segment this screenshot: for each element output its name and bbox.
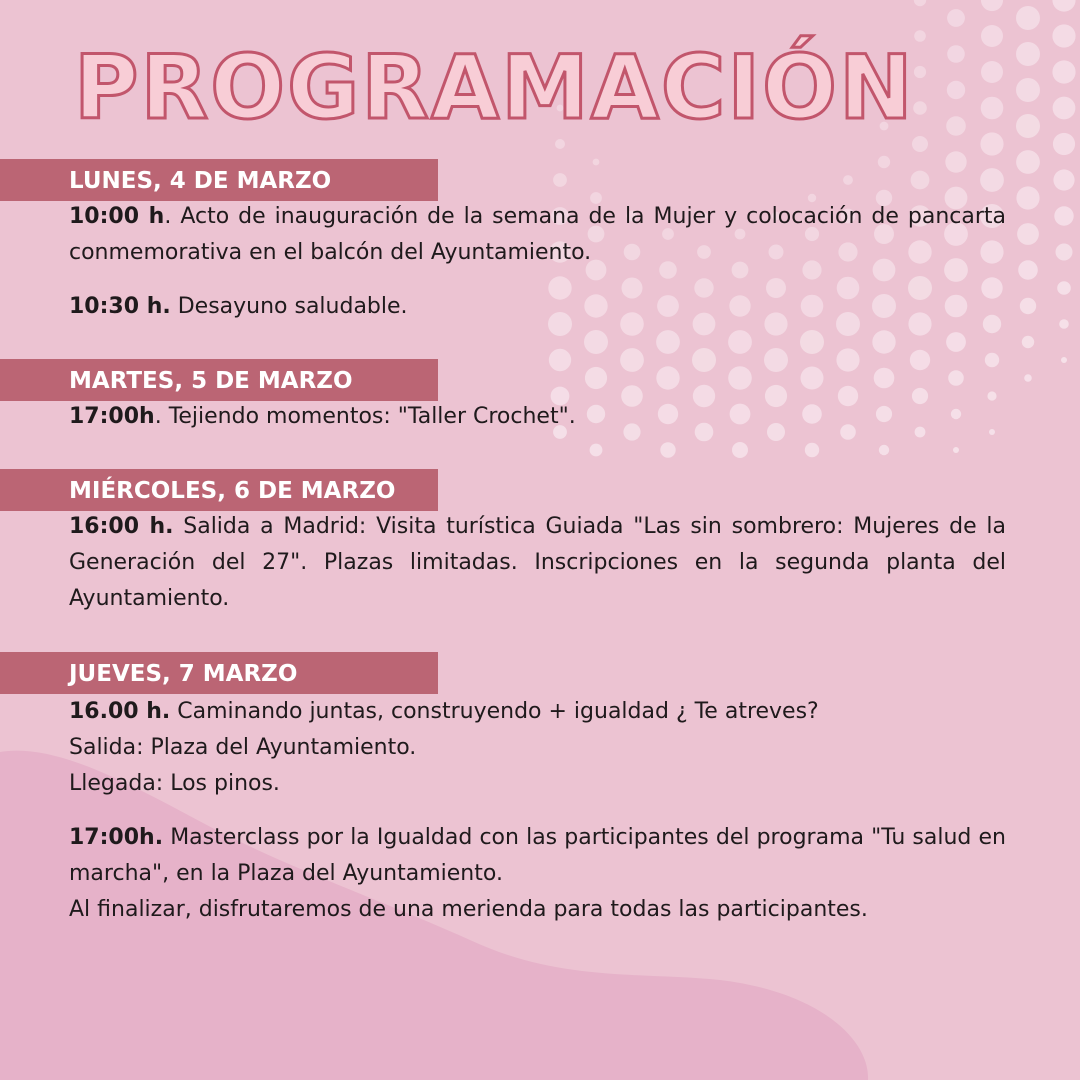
decorative-dot — [692, 348, 716, 372]
decorative-dot — [805, 443, 819, 457]
decorative-dot — [1016, 6, 1040, 30]
decorative-dot — [1016, 42, 1040, 66]
decorative-dot — [800, 330, 824, 354]
decorative-dot — [584, 330, 608, 354]
decorative-dot — [801, 367, 824, 390]
decorative-dot — [985, 353, 999, 367]
event-text: Caminando juntas, construyendo + igualdad ¿ Te atreves? — [170, 699, 819, 724]
decorative-dot — [836, 348, 859, 371]
event-time: 17:00h. — [69, 825, 164, 850]
decorative-dot — [981, 0, 1003, 11]
event-item — [69, 289, 1006, 325]
event-item — [69, 509, 1006, 617]
decorative-dot — [980, 168, 1004, 192]
decorative-dot — [947, 9, 965, 27]
decorative-dot — [879, 445, 889, 455]
decorative-dot — [981, 97, 1004, 120]
decorative-dot — [1054, 206, 1073, 225]
day-header-jueves: JUEVES, 7 MARZO — [0, 652, 438, 694]
event-item — [69, 199, 1006, 271]
event-text: Desayuno saludable. — [170, 294, 408, 319]
decorative-dot — [913, 101, 927, 115]
page-title: PROGRAMACIÓN — [74, 36, 915, 139]
decorative-dot — [549, 349, 571, 371]
event-time: 16:00 h. — [69, 514, 174, 539]
decorative-dot — [910, 350, 930, 370]
event-text: Salida a Madrid: Visita turística Guiada "Las sin sombrero: Mujeres de la Generación del 27". Plazas limitadas. Inscripciones en la segunda planta del Ayuntamiento. — [69, 514, 1006, 611]
decorative-dot — [1059, 319, 1069, 329]
decorative-dot — [1016, 78, 1040, 102]
decorative-dot — [728, 366, 752, 390]
decorative-dot — [1016, 114, 1040, 138]
decorative-dot — [914, 30, 926, 42]
day-block-miercoles — [69, 509, 1006, 617]
event-time: 16.00 h. — [69, 699, 171, 724]
decorative-dot — [953, 447, 959, 453]
event-time: 17:00h — [69, 404, 155, 429]
decorative-dot — [728, 330, 752, 354]
event-text: Masterclass por la Igualdad con las participantes del programa "Tu salud en marcha", en la Plaza del Ayuntamiento. — [69, 825, 1006, 886]
decorative-dot — [732, 442, 748, 458]
decorative-dot — [585, 367, 607, 389]
decorative-dot — [843, 175, 853, 185]
decorative-dot — [980, 132, 1003, 155]
day-block-jueves — [69, 694, 1006, 928]
decorative-dot — [764, 348, 788, 372]
decorative-dot — [1052, 24, 1075, 47]
decorative-dot — [1020, 298, 1036, 314]
day-header-lunes: LUNES, 4 DE MARZO — [0, 159, 438, 201]
decorative-dot — [911, 171, 930, 190]
decorative-dot — [1053, 169, 1074, 190]
event-detail-salida: Salida: Plaza del Ayuntamiento. — [69, 735, 417, 760]
event-item — [69, 694, 1006, 730]
decorative-dot — [1052, 0, 1075, 12]
decorative-dot — [1053, 97, 1076, 120]
event-item — [69, 820, 1006, 892]
decorative-dot — [620, 348, 644, 372]
decorative-dot — [981, 25, 1003, 47]
decorative-dot — [946, 332, 966, 352]
decorative-dot — [874, 368, 895, 389]
decorative-dot — [1024, 374, 1032, 382]
event-extra: Al finalizar, disfrutaremos de una merienda para todas las participantes. — [69, 897, 868, 922]
event-item — [69, 399, 1006, 435]
decorative-dot — [878, 156, 890, 168]
decorative-dot — [1017, 223, 1039, 245]
decorative-dot — [1018, 260, 1038, 280]
decorative-dot — [1016, 186, 1039, 209]
day-block-martes — [69, 399, 1006, 435]
decorative-dot — [947, 81, 965, 99]
decorative-dot — [1052, 60, 1075, 83]
decorative-dot — [590, 444, 603, 457]
decorative-dot — [1022, 336, 1034, 348]
event-text: . Tejiendo momentos: "Taller Crochet". — [154, 404, 576, 429]
event-text: . Acto de inauguración de la semana de la Mujer y colocación de pancarta conmemorativa en el balcón del Ayuntamiento. — [69, 204, 1006, 265]
day-block-lunes — [69, 199, 1006, 325]
decorative-dot — [947, 45, 965, 63]
decorative-dot — [945, 151, 966, 172]
decorative-dot — [1061, 357, 1067, 363]
decorative-dot — [872, 330, 895, 353]
decorative-dot — [948, 370, 964, 386]
decorative-dot — [1016, 150, 1040, 174]
day-header-martes: MARTES, 5 DE MARZO — [0, 359, 438, 401]
event-time: 10:30 h. — [69, 294, 171, 319]
decorative-dot — [1053, 133, 1075, 155]
decorative-dot — [1057, 281, 1071, 295]
decorative-dot — [914, 66, 926, 78]
decorative-dot — [1056, 244, 1073, 261]
event-detail-llegada: Llegada: Los pinos. — [69, 771, 280, 796]
decorative-dot — [593, 159, 600, 166]
decorative-dot — [914, 0, 926, 6]
event-time: 10:00 h — [69, 204, 165, 229]
decorative-dot — [981, 61, 1003, 83]
day-header-miercoles: MIÉRCOLES, 6 DE MARZO — [0, 469, 438, 511]
decorative-dot — [656, 366, 679, 389]
decorative-dot — [660, 442, 675, 457]
decorative-dot — [656, 330, 680, 354]
decorative-dot — [946, 116, 966, 136]
decorative-dot — [553, 173, 567, 187]
